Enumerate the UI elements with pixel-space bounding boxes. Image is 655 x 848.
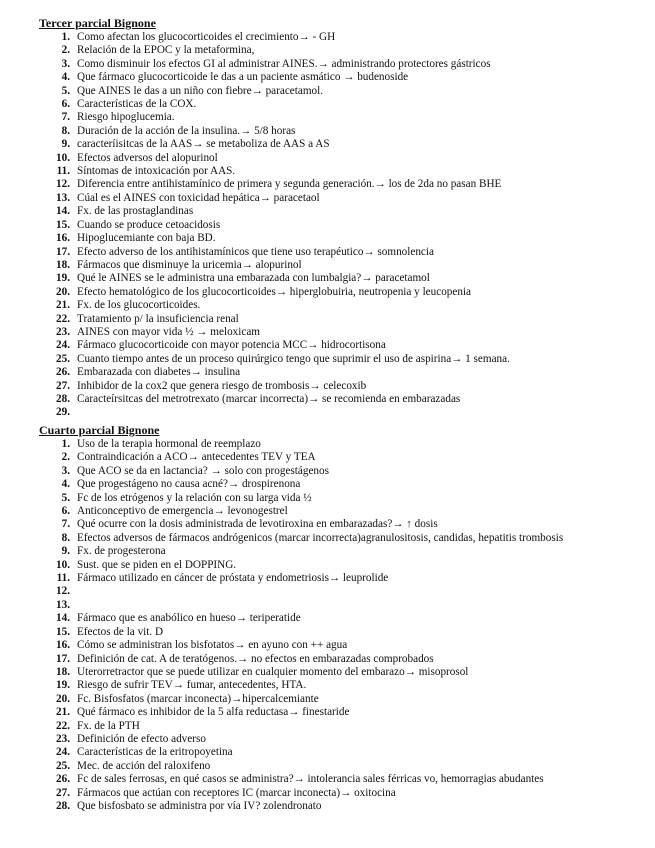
item-number: 3. bbox=[61, 57, 70, 70]
item-text: Qué fármaco es inhibidor de la 5 alfa reductasa→ finestaride bbox=[77, 706, 350, 719]
item-text: Que progestágeno no causa acné?→ drospirenona bbox=[77, 478, 301, 491]
item-text: Inhibidor de la cox2 que genera riesgo de trombosis→ celecoxib bbox=[77, 379, 367, 392]
item-text: Fármacos que actúan con receptores IC (marcar inconecta)→ oxitocina bbox=[77, 786, 396, 799]
item-number: 2. bbox=[61, 451, 70, 464]
item-number: 13. bbox=[56, 598, 70, 611]
item-text: Como afectan los glucocorticoides el crecimiento→ - GH bbox=[77, 31, 336, 43]
item-number: 8. bbox=[61, 124, 70, 137]
item-text: Efecto adverso de los antihistamínicos que tiene uso terapéutico→ somnolencia bbox=[77, 245, 434, 258]
item-text: Fármaco utilizado en cáncer de próstata y endometriosis→ leuprolide bbox=[77, 572, 389, 585]
item-number: 27. bbox=[56, 379, 70, 392]
item-text: Duración de la acción de la insulina.→ 5/8 horas bbox=[77, 124, 296, 137]
item-number: 27. bbox=[56, 786, 70, 799]
item-number: 12. bbox=[56, 178, 70, 191]
item-number: 24. bbox=[56, 339, 70, 352]
item-text: Fc. Bisfosfatos (marcar inconecta)→hipercalcemiante bbox=[77, 692, 319, 705]
item-number: 11. bbox=[56, 165, 70, 178]
item-number: 14. bbox=[56, 205, 70, 218]
item-text: Características de la eritropoyetina bbox=[77, 746, 233, 759]
item-text: Síntomas de intoxicación por AAS. bbox=[77, 165, 236, 178]
item-text: Riesgo de sufrir TEV→ fumar, antecedentes, HTA. bbox=[77, 679, 307, 692]
item-text: Fx. de la PTH bbox=[77, 719, 140, 732]
item-number: 8. bbox=[61, 531, 70, 544]
item-number: 7. bbox=[61, 111, 70, 124]
item-number: 14. bbox=[56, 612, 70, 625]
item-number: 16. bbox=[56, 639, 70, 652]
item-number: 23. bbox=[56, 732, 70, 745]
item-number: 10. bbox=[56, 151, 70, 164]
item-text: Diferencia entre antihistamínico de primera y segunda generación.→ los de 2da no pasan BHE bbox=[77, 178, 502, 191]
item-number: 2. bbox=[61, 44, 70, 57]
item-text: Hipoglucemiante con baja BD. bbox=[77, 232, 216, 245]
item-number: 26. bbox=[56, 773, 70, 786]
item-text: Cúal es el AINES con toxicidad hepática→ paracetaol bbox=[77, 191, 320, 204]
item-number: 9. bbox=[61, 138, 70, 151]
item-number: 17. bbox=[56, 245, 70, 258]
item-text: Qué le AINES se le administra una embarazada con lumbalgia?→ paracetamol bbox=[77, 272, 430, 285]
item-number: 1. bbox=[61, 438, 70, 450]
item-number: 15. bbox=[56, 218, 70, 231]
item-number: 13. bbox=[56, 191, 70, 204]
item-text: Fx. de las prostaglandinas bbox=[77, 205, 194, 218]
item-number: 17. bbox=[56, 652, 70, 665]
item-number: 28. bbox=[56, 392, 70, 405]
item-text: Riesgo hipoglucemia. bbox=[77, 111, 175, 124]
item-number: 3. bbox=[61, 464, 70, 477]
item-text: Que bisfosbato se administra por vía IV? zolendronato bbox=[77, 799, 322, 812]
item-text: Uterorretractor que se puede utilizar en cualquier momento del embarazo→ misoprosol bbox=[77, 665, 469, 678]
item-text: Fc de sales ferrosas, en qué casos se administra?→ intolerancia sales férricas vo, hemorragias abudantes bbox=[77, 773, 544, 786]
item-number: 7. bbox=[61, 518, 70, 531]
item-number: 12. bbox=[56, 585, 70, 598]
item-text: AINES con mayor vida ½ → meloxicam bbox=[77, 325, 260, 338]
item-number: 21. bbox=[56, 706, 70, 719]
item-text: Efectos adversos de fármacos andrógenicos (marcar incorrecta)agranulositosis, candidas, hepatitis trombosis bbox=[77, 531, 564, 544]
item-number: 18. bbox=[56, 665, 70, 678]
item-number: 29. bbox=[56, 406, 70, 419]
item-number: 20. bbox=[56, 285, 70, 298]
item-text: Contraindicación a ACO→ antecedentes TEV y TEA bbox=[77, 451, 316, 464]
item-number: 11. bbox=[56, 572, 70, 585]
item-text: caracteríisitcas de la AAS→ se metaboliza de AAS a AS bbox=[77, 138, 330, 151]
item-number: 22. bbox=[56, 719, 70, 732]
item-number: 10. bbox=[56, 558, 70, 571]
item-number: 15. bbox=[56, 625, 70, 638]
item-text: Tratamiento p/ la insuficiencia renal bbox=[77, 312, 239, 325]
item-number: 21. bbox=[56, 299, 70, 312]
item-text: Efectos adversos del alopurinol bbox=[77, 151, 218, 164]
item-text: Que ACO se da en lactancia? → solo con progestágenos bbox=[77, 464, 329, 477]
item-text: Cuanto tiempo antes de un proceso quirúrgico tengo que suprimir el uso de aspirina→ 1 semana. bbox=[77, 352, 510, 365]
item-text: Que fármaco glucocorticoide le das a un paciente asmático → budenoside bbox=[77, 71, 409, 84]
item-text: Qué ocurre con la dosis administrada de levotiroxina en embarazadas?→ ↑ dosis bbox=[77, 518, 438, 531]
item-text: Como disminuir los efectos GI al administrar AINES.→ administrando protectores gástricos bbox=[77, 57, 491, 70]
item-text: Efecto hematológico de los glucocorticoides→ hiperglobuiria, neutropenia y leucopenia bbox=[77, 285, 472, 298]
item-number: 5. bbox=[61, 491, 70, 504]
item-text: Efectos de la vit. D bbox=[77, 625, 164, 638]
item-number: 23. bbox=[56, 325, 70, 338]
item-number: 22. bbox=[56, 312, 70, 325]
item-text: Uso de la terapia hormonal de reemplazo bbox=[77, 438, 261, 450]
item-text: Relación de la EPOC y la metaformina, bbox=[77, 44, 255, 57]
item-text: Caracteírsitcas del metrotrexato (marcar incorrecta)→ se recomienda en embarazadas bbox=[77, 392, 461, 405]
section-title-cuarto-parcial: Cuarto parcial Bignone bbox=[39, 423, 160, 437]
item-text: Fármaco glucocorticoide con mayor potencia MCC→ hidrocortisona bbox=[77, 339, 386, 352]
item-number: 19. bbox=[56, 272, 70, 285]
item-number: 25. bbox=[56, 352, 70, 365]
section-title-tercer-parcial: Tercer parcial Bignone bbox=[39, 16, 156, 30]
item-text: Embarazada con diabetes→ insulina bbox=[77, 366, 241, 379]
item-number: 4. bbox=[61, 478, 70, 491]
item-number: 9. bbox=[61, 545, 70, 558]
item-number: 26. bbox=[56, 366, 70, 379]
item-text: Fármaco que es anabólico en hueso→ teriperatide bbox=[77, 612, 301, 625]
item-number: 5. bbox=[61, 84, 70, 97]
item-number: 6. bbox=[61, 505, 70, 518]
item-number: 24. bbox=[56, 746, 70, 759]
item-text: Fx. de progesterona bbox=[77, 545, 166, 558]
item-text: Anticonceptivo de emergencia→ levonogestrel bbox=[77, 505, 288, 518]
item-number: 1. bbox=[61, 31, 70, 43]
item-number: 6. bbox=[61, 98, 70, 111]
item-text: Definición de efecto adverso bbox=[77, 732, 206, 745]
item-text: Definición de cat. A de teratógenos.→ no efectos en embarazadas comprobados bbox=[77, 652, 434, 665]
item-number: 28. bbox=[56, 799, 70, 812]
item-number: 20. bbox=[56, 692, 70, 705]
item-text: Características de la COX. bbox=[77, 98, 197, 111]
item-number: 4. bbox=[61, 71, 70, 84]
item-number: 19. bbox=[56, 679, 70, 692]
item-text: Sust. que se piden en el DOPPING. bbox=[77, 558, 237, 571]
item-text: Fx. de los glucocorticoides. bbox=[77, 299, 201, 312]
item-text: Cuando se produce cetoacidosis bbox=[77, 218, 221, 231]
item-text: Fc de los etrógenos y la relación con su larga vida ½ bbox=[77, 491, 312, 504]
item-text: Cómo se administran los bisfotatos→ en ayuno con ++ agua bbox=[77, 639, 348, 652]
item-text: Fármacos que disminuye la uricemia→ alopurinol bbox=[77, 258, 302, 271]
item-text: Que AINES le das a un niño con fiebre→ paracetamol. bbox=[77, 84, 324, 97]
item-number: 25. bbox=[56, 759, 70, 772]
item-number: 16. bbox=[56, 232, 70, 245]
item-text: Mec. de acción del raloxifeno bbox=[77, 759, 211, 772]
item-number: 18. bbox=[56, 258, 70, 271]
